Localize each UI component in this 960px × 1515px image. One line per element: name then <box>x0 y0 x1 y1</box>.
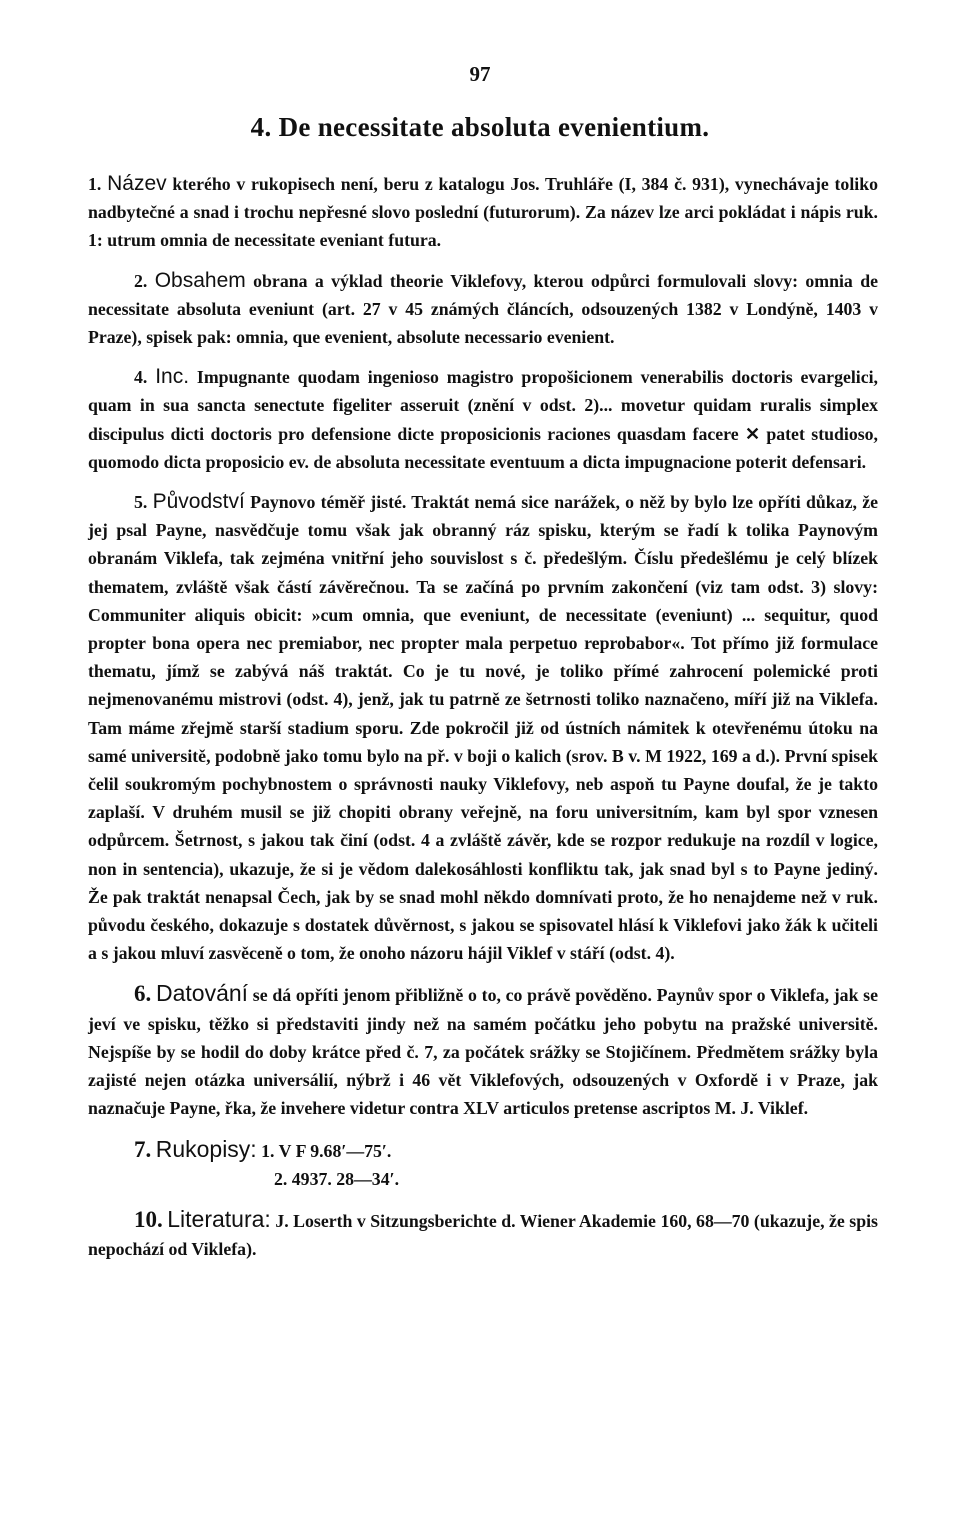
section-number: 4. <box>134 367 148 388</box>
section-label: Původství <box>152 490 245 514</box>
section-number: 7. <box>134 1136 152 1162</box>
section-label: Název <box>107 172 167 195</box>
manuscript-line: 1. V F 9.68′—75′. <box>261 1140 392 1161</box>
section-number: 5. <box>134 492 148 513</box>
section-label: Obsahem <box>154 268 246 292</box>
section-text: kterého v rukopisech není, beru z katalogu Jos. Truhláře (I, 384 č. 931), vynechávaje toliko nadbytečné a snad i trochu nepřesné slovo poslední (futurorum). Za název lze arci pokládat i nápis ruk. 1: utrum omnia de necessitate eveniant futura. <box>88 174 878 251</box>
section-number: 6. <box>134 981 152 1007</box>
section-number: 1. <box>88 174 102 194</box>
section-text: J. Loserth v Sitzungsberichte d. Wiener Akademie 160, 68—70 (ukazuje, že spis nepochází od Viklefa). <box>88 1210 878 1260</box>
section-incipit <box>88 363 878 476</box>
section-manuscripts <box>88 1135 878 1165</box>
section-authorship <box>88 488 878 967</box>
manuscript-line: 2. 4937. 28—34′. <box>274 1168 400 1189</box>
section-number: 2. <box>134 270 148 291</box>
section-literature <box>88 1205 878 1263</box>
section-number: 10. <box>134 1206 163 1232</box>
section-label: Literatura: <box>167 1205 271 1232</box>
chapter-heading: 4. De necessitate absoluta evenientium. <box>250 112 710 142</box>
manuscript-line-row <box>88 1165 878 1193</box>
section-content <box>88 267 878 352</box>
section-text: se dá opříti jenom přibližně o to, co právě pověděno. Paynův spor o Viklefa, jak se jeví ve spisku, těžko si představiti jindy než na samém počátku jeho pobytu na pražské universitě. Nejspíše by se hodil do doby krátce před č. 7, za počátek srážky se Stojičínem. Předmětem srážky byla zajisté nejen otázka universálií, nýbrž i 46 vět Viklefových, odsouzených v Oxfordě i v Praze, jak naznačuje Payne, řka, že invehere videtur contra XLV articulos pretense ascriptos M. J. Viklef. <box>88 985 878 1119</box>
section-dating <box>88 979 878 1122</box>
section-text: Paynovo téměř jisté. Traktát nemá sice narážek, o něž by bylo lze opříti důkaz, že jej psal Payne, nasvědčuje tomu však jak obranný ráz spisku, kterým se řadí k tolika Paynovým obranám Viklefa, tak zejména vnitřní jeho souvislost s č. předešlým. Číslu předešlému je celý blízek thematem, zvláště však částí závěrečnou. Ta se začíná po prvním zakončení (viz tam odst. 3) slovy: Communiter aliquis obicit: »cum omnia, que eveniunt, de necessitate (eveniunt) ... sequitur, quod propter bona opera nec premiabor, nec propter mala perpetuo reprobabor«. Tot přímo již formulace thematu, jímž se zabývá náš traktát. Co je tu nové, je toliko přímé zahrocení polemické proti nejmenovanému mistrovi (odst. 4), jenž, jak tu patrně ze šetrnosti toliko naznačeno, míří již na Viklefa. Tam máme zřejmě starší stadium sporu. Zde pokročil již od ústních námitek k otevřenému útoku na samé universitě, podobně jako tomu bylo na př. v boji o kalich (srov. B v. M 1922, 169 a d.). První spisek čelil soukromým pochybnostem o správnosti nauky Viklefovy, neb aspoň tu Payne doufal, že je takto zaplaší. V druhém musil se již chopiti obrany veřejně, na foru universitním, kam byl spor vznesen odpůrcem. Šetrnost, s jakou tak činí (odst. 4 a zvláště závěr, kde se rozpor redukuje na rozdíl v logice, non in sentencia), ukazuje, že si je vědom dalekosáhlosti konfliktu tak, jak snad byl s to Payne jediný. Že pak traktát nenapsal Čech, jak by se snad mohl někdo domnívati proto, že ho nenajdeme než v ruk. původu českého, dokazuje s dostatek důvěrnost, s jakou se spisovatel hlásí k Viklefovi jako žák k učiteli a s jakou mluví zasvěceně o tom, že onoho názoru hájil Viklef v stáří (odst. 4). <box>88 492 878 964</box>
section-text: obrana a výklad theorie Viklefovy, kterou odpůrci formulovali slovy: omnia de necessitate absoluta eveniunt (art. 27 v 45 známých článcích, odsouzených 1382 v Londýně, 1403 v Praze), spisek pak: omnia, que evenient, absolute necessario evenient. <box>88 270 878 348</box>
page-number: 97 <box>469 62 491 86</box>
section-label: Rukopisy: <box>155 1135 257 1162</box>
body-text <box>88 170 878 1263</box>
section-label: Inc. <box>155 365 190 389</box>
section-label: Datování <box>155 980 249 1007</box>
section-title <box>88 170 878 255</box>
section-text: Impugnante quodam ingenioso magistro propošicionem venerabilis doctoris evargelici, quam in sua sancta senectute figeliter asseruit (znění v odst. 2)... movetur quidam ruralis simplex discipulus dicti doctoris pro defensione dicte proposicionis raciones quasdam facere ✕ patet studioso, quomodo dicta proposicio ev. de absoluta necessitate eventuum a dicta impugnacione poterit defensari. <box>88 367 879 472</box>
